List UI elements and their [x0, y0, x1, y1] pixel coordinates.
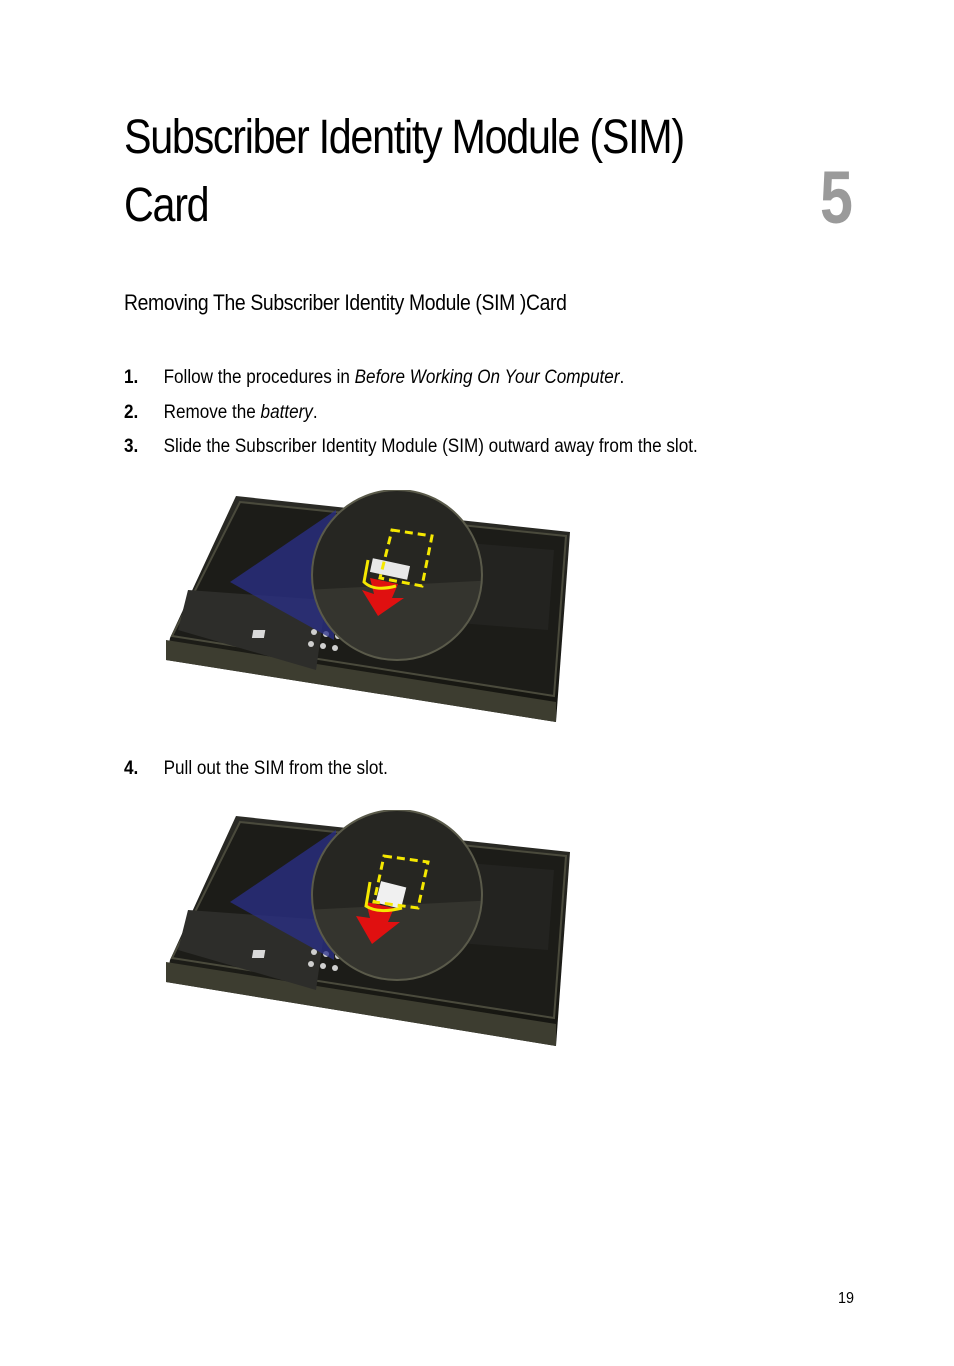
- step-3: [124, 435, 698, 459]
- step-text-end: .: [312, 402, 318, 423]
- step-text-end: .: [619, 367, 625, 388]
- step-text: Slide the Subscriber Identity Module (SIM) outward away from the slot.: [163, 436, 698, 457]
- page-number: 19: [838, 1290, 855, 1307]
- step-number: 3.: [124, 436, 139, 457]
- before-working-link[interactable]: Before Working On Your Computer: [354, 367, 620, 388]
- chapter-title-line-1: Subscriber Identity Module (SIM): [124, 111, 684, 164]
- step-text: Pull out the SIM from the slot.: [163, 758, 388, 779]
- step-1: [124, 366, 624, 390]
- step-number: 1.: [124, 367, 139, 388]
- step-text: Remove the: [163, 402, 261, 423]
- section-heading: Removing The Subscriber Identity Module (SIM )Card: [124, 290, 567, 315]
- step-2: [124, 401, 318, 425]
- chapter-title-line-2: Card: [124, 179, 209, 232]
- sim-pull-out-figure: [166, 810, 576, 1046]
- sim-slide-out-figure: [166, 490, 576, 722]
- step-number: 2.: [124, 402, 139, 423]
- chapter-number: 5: [820, 156, 853, 239]
- battery-link[interactable]: battery: [260, 402, 313, 423]
- chapter-title: [124, 104, 709, 240]
- step-text: Follow the procedures in: [163, 367, 355, 388]
- step-number: 4.: [124, 758, 139, 779]
- step-4: [124, 757, 388, 781]
